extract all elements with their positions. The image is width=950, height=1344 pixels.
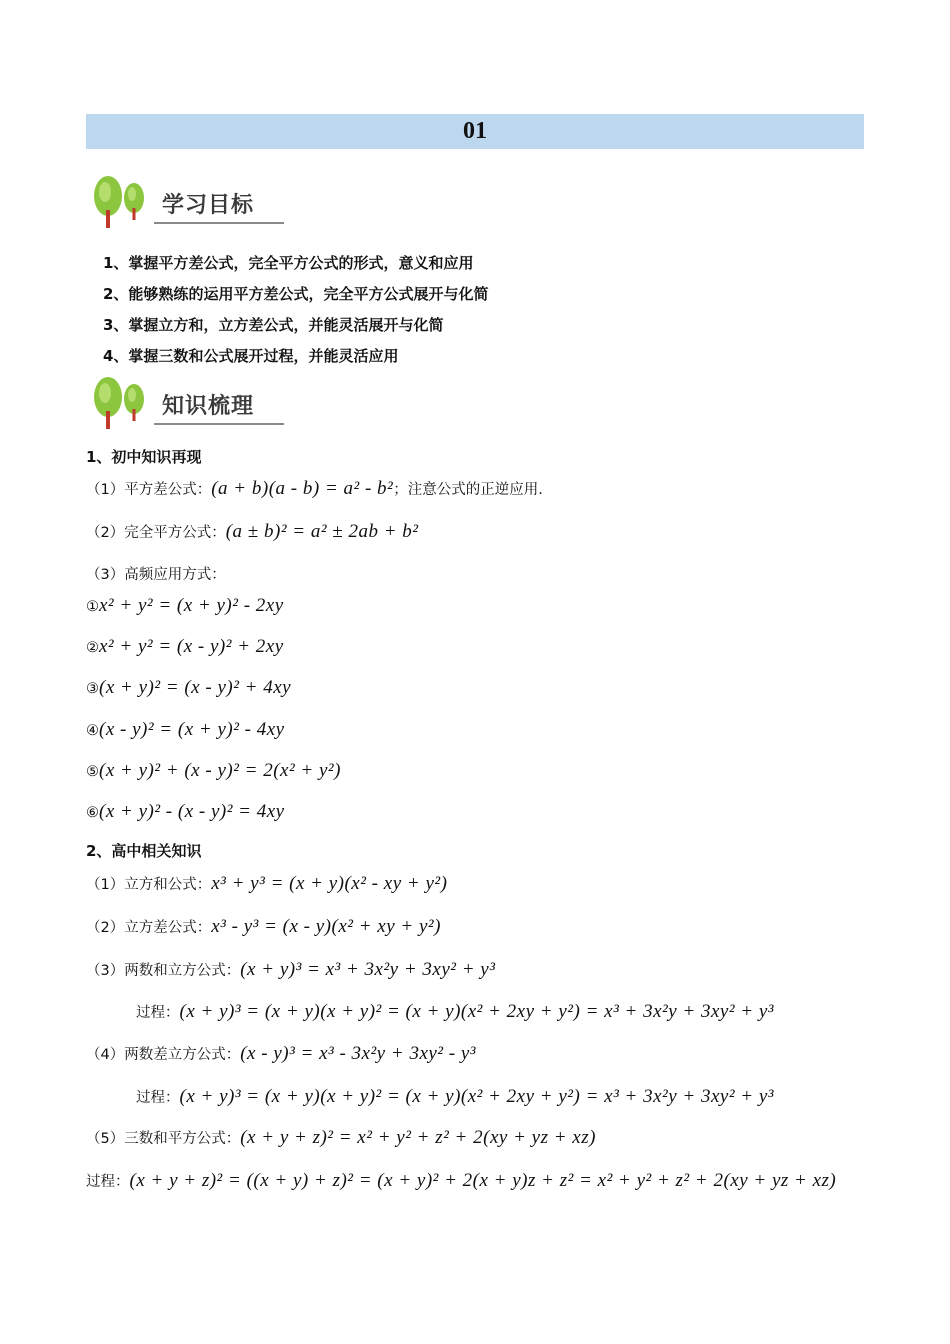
identity-item <box>86 801 285 823</box>
circled-number: ② <box>86 640 99 656</box>
freq-label-line <box>86 563 226 584</box>
formula-label: （3）两数和立方公式： <box>86 963 241 979</box>
section-underline <box>154 423 284 425</box>
three-sum-line <box>86 1127 596 1149</box>
circled-number: ③ <box>86 681 99 697</box>
formula: (x - y)³ = x³ - 3x²y + 3xy² - y³ <box>240 1043 476 1064</box>
sum-cube-process-line <box>136 1001 774 1023</box>
part1-heading: 1、初中知识再现 <box>86 448 202 466</box>
circled-number: ④ <box>86 723 99 739</box>
part2-heading: 2、高中相关知识 <box>86 842 202 860</box>
section-title-goals: 学习目标 <box>162 193 255 218</box>
tree-icon <box>92 375 152 431</box>
circled-number: ① <box>86 599 99 615</box>
process-label: 过程： <box>136 1005 180 1021</box>
formula-label: （3）高频应用方式： <box>86 567 226 583</box>
page-banner: 01 <box>86 114 864 149</box>
goal-item: 2、能够熟练的运用平方差公式，完全平方公式展开与化简 <box>103 285 489 303</box>
identity-item <box>86 719 285 741</box>
formula: (x + y + z)² = x² + y² + z² + 2(xy + yz + xz) <box>240 1127 596 1148</box>
goal-item: 4、掌握三数和公式展开过程，并能灵活应用 <box>103 347 399 365</box>
process-label: 过程： <box>86 1174 130 1190</box>
identity-item <box>86 636 284 658</box>
formula: (x - y)² = (x + y)² - 4xy <box>99 719 285 740</box>
formula: (a ± b)² = a² ± 2ab + b² <box>225 521 419 542</box>
sum-cube-line <box>86 959 495 981</box>
goal-item: 3、掌握立方和，立方差公式，并能灵活展开与化简 <box>103 316 444 334</box>
three-sum-process-line <box>86 1170 836 1192</box>
section-underline <box>154 222 284 224</box>
diff-cube-line <box>86 1043 476 1065</box>
diff-of-squares-line <box>86 478 543 500</box>
circled-number: ⑤ <box>86 764 99 780</box>
formula-note: ；注意公式的正逆应用. <box>393 482 543 498</box>
formula-label: （5）三数和平方公式： <box>86 1131 241 1147</box>
process-label: 过程： <box>136 1090 180 1106</box>
formula: (x + y + z)² = ((x + y) + z)² = (x + y)² + 2(x + y)z + z² = x² + y² + z² + 2(xy + yz + xz) <box>129 1170 837 1191</box>
formula: (x + y)³ = (x + y)(x + y)² = (x + y)(x² + 2xy + y²) = x³ + 3x²y + 3xy² + y³ <box>179 1001 774 1022</box>
formula: (x + y)³ = (x + y)(x + y)² = (x + y)(x² + 2xy + y²) = x³ + 3x²y + 3xy² + y³ <box>179 1086 774 1107</box>
circled-number: ⑥ <box>86 805 99 821</box>
section-header-knowledge <box>92 375 292 431</box>
cube-sum-line <box>86 873 447 895</box>
formula: x³ - y³ = (x - y)(x² + xy + y²) <box>211 916 441 937</box>
section-header-goals <box>92 174 292 230</box>
tree-icon <box>92 174 152 230</box>
identity-item <box>86 677 291 699</box>
identity-item <box>86 760 341 782</box>
formula: x² + y² = (x - y)² + 2xy <box>99 636 284 657</box>
goal-item: 1、掌握平方差公式，完全平方公式的形式，意义和应用 <box>103 254 474 272</box>
diff-cube-process-line <box>136 1086 774 1108</box>
formula: (x + y)² + (x - y)² = 2(x² + y²) <box>99 760 341 781</box>
formula: x³ + y³ = (x + y)(x² - xy + y²) <box>211 873 448 894</box>
formula: (x + y)² - (x - y)² = 4xy <box>99 801 285 822</box>
formula: (a + b)(a - b) = a² - b² <box>211 478 394 499</box>
cube-diff-line <box>86 916 441 938</box>
formula: (x + y)² = (x - y)² + 4xy <box>99 677 292 698</box>
formula: (x + y)³ = x³ + 3x²y + 3xy² + y³ <box>240 959 496 980</box>
formula-label: （4）两数差立方公式： <box>86 1047 241 1063</box>
formula-label: （1）立方和公式： <box>86 877 212 893</box>
identity-item <box>86 595 284 617</box>
formula-label: （2）完全平方公式： <box>86 525 226 541</box>
perfect-square-line <box>86 521 418 543</box>
formula-label: （2）立方差公式： <box>86 920 212 936</box>
formula-label: （1）平方差公式： <box>86 482 212 498</box>
section-title-knowledge: 知识梳理 <box>162 394 255 419</box>
formula: x² + y² = (x + y)² - 2xy <box>99 595 284 616</box>
